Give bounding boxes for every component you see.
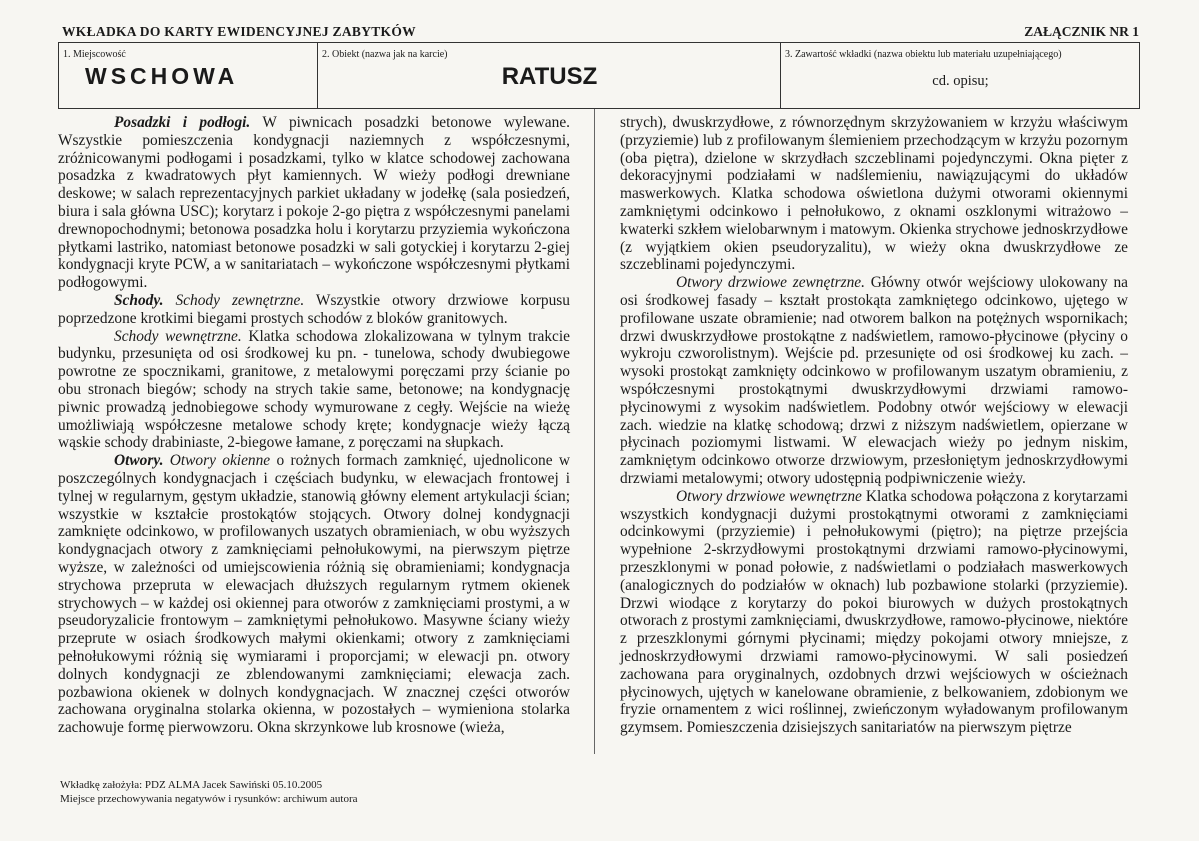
paragraph-stairs-internal	[58, 328, 570, 453]
footer-author: Wkładkę założyła: PDZ ALMA Jacek Sawiński 05.10.2005	[60, 779, 323, 791]
footer-archive: Miejsce przechowywania negatywów i rysunków: archiwum autora	[60, 793, 358, 805]
subheading-doors-internal: Otwory drzwiowe wewnętrzne	[676, 487, 862, 505]
heading-floors: Posadzki i podłogi.	[114, 114, 251, 131]
text-stairs-internal: Klatka schodowa zlokalizowana w tylnym trakcie budynku, przesunięta od osi środkowej ku pn. - tunelowa, schody dwubiegowe powrotne ze spocznikami, granitowe, z metalowymi poręczami przy ścianie po obu stronach biegów; schody na strych takie same, betonowe; na kondygnację piwnic prowadzą jednobiegowe schody wymurowane z cegły. Wejście na wieżę umożliwiają współczesne metalowe schody kręte; kondygnacje wieży łączą wąskie schody drabiniaste, 2-biegowe łamane, z poręczami na słupkach.	[58, 327, 570, 452]
paragraph-windows-continued: strych), dwuskrzydłowe, z równorzędnym skrzyżowaniem w krzyżu właściwym (przyziemie) lub z profilowanym ślemieniem przechodzącym w krzyżu pozornym (oba piętra), dzielone w skrzydłach szczeblinami pojedynczymi. Okna pięter z dekoracyjnymi podziałami w nadślemieniu, nawiązującymi do układów maswerkowych. Klatka schodowa oświetlona dużymi otworami okiennymi zamkniętymi odcinkowo i pełnołukowo, z oknami oszklonymi witrażowo – kwaterki szkłem wielobarwnym i matowym. Okienka strychowe jednoskrzydłowe (z wyjątkiem okien pseudoryzalitu), w wieży okna dwuskrzydłowe ze szczeblinami pojedynczymi.	[620, 114, 1128, 274]
field-object-value: RATUSZ	[501, 63, 598, 90]
heading-openings: Otwory.	[114, 452, 164, 470]
text-windows: o rożnych formach zamknięć, ujednolicone w poszczególnych kondygnacjach i częściach budynku, w elewacjach frontowej i tylnej w regularnym, gęstym układzie, stanowią główny element artykulacji ścian; wszystkie w kształcie prostokątów stojących. Otwory dolnej kondygnacji zamknięte odcinkowo, w profilowanych uszatych obramieniach, w obu wyższych kondygnacjach otwory z zamknięciami pełnołukowymi, na pierwszym piętrze wyższe, w zależności od umiejscowienia różnią się obramieniami; kondygnacja strychowa przeprutа w elewacjach dłuższych regularnym rytmem okienek strychowych – w każdej osi okiennej para otworów z zamknięciami prostymi, a w pseudoryzalicie frontowym – zamkniętymi pełnołukowo. Masywne ściany wieży przeprute w osiach środkowych małymi okienkami; otwory z zamknięciami pełnołukowymi różnią się wymiarami i proporcjami; w elewacji pn. otwory dolnych kondygnacji ze zblendowanymi zamknięciami; elewacja zach. pozbawiona okienek w dolnych kondygnacjach. W znacznej części otworów zachowana oryginalna stolarka okienna, w pozostałych – wymieniona stolarka zachowuje formę pierwowzoru. Okna skrzynkowe lub krosnowe (wieża,	[58, 452, 570, 737]
field-object-label: 2. Obiekt (nazwa jak na karcie)	[322, 49, 448, 60]
header-fields-box	[58, 42, 1140, 109]
text-doors-internal: Klatka schodowa połączona z korytarzami wszystkich kondygnacji dużymi prostokątnymi otworami z zamknięciami odcinkowymi (przyziemie) i pełnołukowymi (piętro); na piętrze przejścia wypełnione 2-skrzydłowymi prostokątnymi drzwiami ramowo-płycinowymi, przeszklonymi w ponad połowie, z nadświetlami o podziałach maswerkowych (analogicznych do podziałów w oknach) lub pozbawione stolarki (przyziemie). Drzwi wiodące z korytarzy do pokoi biurowych w dużych prostokątnych otworach z prostymi zamknięciami, dwuskrzydłowe, ramowo-płycinowe, niektóre z przeszklonymi górnymi płycinami; między pokojami otwory mniejsze, z jednoskrzydłowymi drzwiami ramowo-płycinowymi. W sali posiedzeń zachowana para oryginalnych, ozdobnych drzwi wejściowych w ościeżnach płycinowych, ujętych w kanelowane obramienie, z belkowaniem, zdobionym we fryzie ornamentem z wici roślinnej, zwieńczonym wyładowanym profilowanym gzymsem. Pomieszczenia dzisiejszych sanitariatów na pierwszym piętrze	[620, 487, 1128, 737]
subheading-windows: Otwory okienne	[163, 452, 271, 470]
field-locality	[59, 43, 317, 108]
paragraph-floors	[58, 114, 570, 292]
heading-stairs: Schody.	[114, 291, 164, 309]
left-text-column	[58, 114, 570, 737]
field-object	[317, 43, 781, 108]
field-contents	[780, 43, 1140, 108]
subheading-stairs-external: Schody zewnętrzne.	[163, 291, 305, 309]
attachment-number: ZAŁĄCZNIK NR 1	[1024, 24, 1139, 39]
field-locality-label: 1. Miejscowość	[63, 49, 126, 60]
text-stairs-external: Wszystkie otwory drzwiowe korpusu poprzedzone krotkimi biegami prostych schodów z bloków granitowych.	[58, 291, 570, 327]
text-doors-external: Główny otwór wejściowy ulokowany na osi środkowej fasady – kształt prostokąta zamkniętego odcinkowo, ujętego w profilowane uszate obramienie; nad otworem balkon na potężnych wspornikach; drzwi dwuskrzydłowe prostokątne z nadświetlem, ramowo-płycinowe (płyciny o wykroju czworolistnym). Wejście pd. przesunięte od osi środkowej ku zach. – wysoki prostokąt zamknięty odcinkowo w profilowanym uszatym obramieniu, z współczesnymi prostokątnymi dwuskrzydłowymi drzwiami ramowo-płycinowymi z wysokim nadświetlem. Podobny otwór wejściowy w elewacji zach. wiedzie na klatkę schodową; drzwi z niższym nadświetlem, opierzane w płycinach poziomymi listwami. W elewacjach wieży po jednym niskim, zamkniętym odcinkowo otworze drzwiowym, przesłoniętym jednoskrzydłowymi drzwiami metalowymi; otwory udostępnią podpiwniczenie wieży.	[620, 274, 1128, 487]
paragraph-doors-internal	[620, 488, 1128, 737]
field-locality-value: WSCHOWA	[85, 63, 239, 89]
paragraph-stairs-external	[58, 292, 570, 328]
subheading-stairs-internal: Schody wewnętrzne.	[114, 327, 242, 345]
field-contents-label: 3. Zawartość wkładki (nazwa obiektu lub materiału uzupełniającego)	[785, 49, 1062, 60]
column-divider	[594, 109, 595, 754]
text-floors: W piwnicach posadzki betonowe wylewane. Wszystkie pomieszczenia kondygnacji naziemnych z współczesnymi, zróżnicowanymi podłogami i posadzkami, tylko w klatce schodowej zachowana posadzka z kwadratowych płyt kamiennych. W wieży podłogi drewniane deskowe; w salach reprezentacyjnych parkiet układany w jodełkę (sala posiedzeń, biura i sala główna USC); korytarz i pokoje 2-go piętra z współczesnymi panelami drewnopochodnymi; betonowa posadzka holu i korytarzu przyziemia wykończona płytkami lastriko, natomiast betonowe posadzki w sali gotyckiej i korytarzu 2-giej kondygnacji kryte PCW, a w sanitariatach – wykończone współczesnymi płytkami podłogowymi.	[58, 114, 570, 292]
header-title: WKŁADKA DO KARTY EWIDENCYJNEJ ZABYTKÓW	[62, 24, 416, 39]
footer	[60, 778, 358, 806]
field-contents-value: cd. opisu;	[932, 73, 989, 89]
subheading-doors-external: Otwory drzwiowe zewnętrzne.	[676, 274, 865, 292]
right-text-column	[620, 114, 1128, 737]
paragraph-doors-external	[620, 274, 1128, 488]
paragraph-openings	[58, 452, 570, 737]
